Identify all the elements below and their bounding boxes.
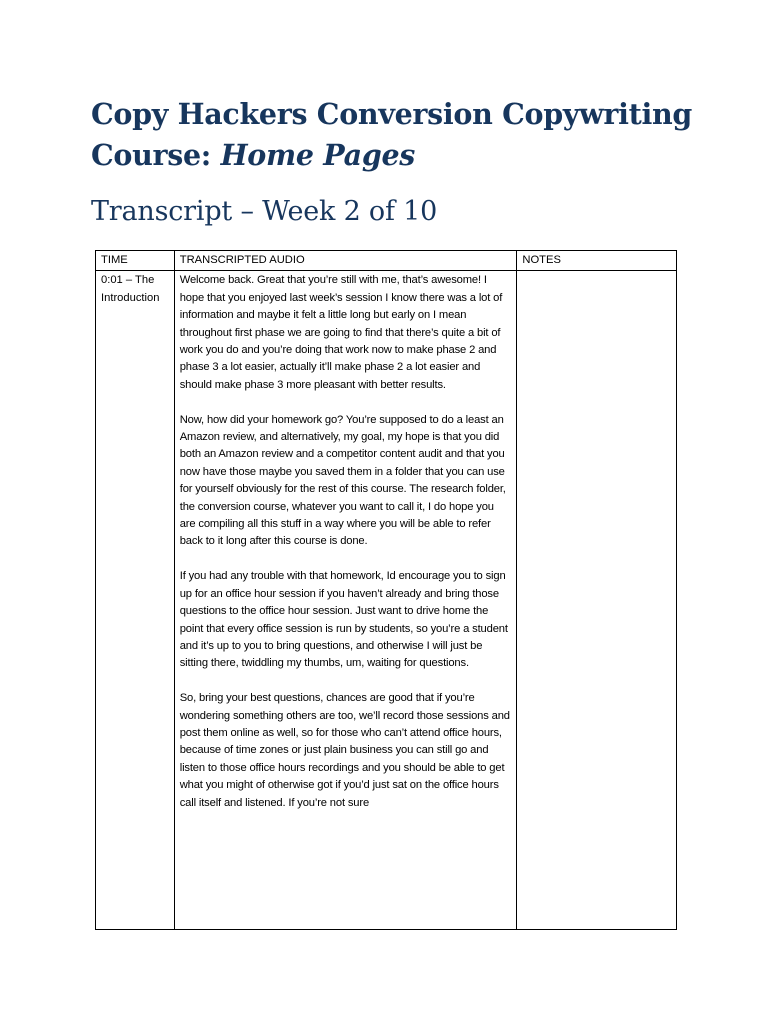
header-notes: NOTES — [517, 251, 677, 271]
transcript-cell — [174, 271, 517, 930]
transcript-paragraph: So, bring your best questions, chances are good that if you’re wondering something others are too, we’ll record those sessions and post them online as well, so for those who can’t attend office hours, because of time zones or just plain business you can still go and listen to those office hours recordings and you should be able to get what you might of otherwise got if you’d just sat on the office hours call itself and listened. If you’re not sure — [179, 692, 510, 809]
transcript-paragraph: If you had any trouble with that homework, Id encourage you to sign up for an office hour session if you haven’t already and bring those questions to the office hour session. Just want to drive home the point that every office session is run by students, so you’re a student and it’s up to you to bring questions, and otherwise I will just be sitting there, twiddling my thumbs, um, waiting for questions. — [179, 570, 508, 670]
table-row — [96, 271, 677, 930]
header-transcripted-audio: TRANSCRIPTED AUDIO — [174, 251, 517, 271]
transcript-paragraph: Now, how did your homework go? You’re supposed to do a least an Amazon review, and alternatively, my goal, my hope is that you did both an Amazon review and a competitor content audit and that you now have those maybe you saved them in a folder that you can use for yourself obviously for the rest of this course. The research folder, the conversion course, whatever you want to call it, I do hope you are compiling all this stuff in a way where you will be able to refer back to it long after this course is done. — [179, 413, 506, 548]
time-cell: 0:01 – The Introduction — [96, 271, 175, 930]
title-main: Copy Hackers Conversion Copywriting Course: — [91, 97, 693, 172]
transcript-paragraph: Welcome back. Great that you’re still with me, that’s awesome! I hope that you enjoyed last week’s session I know there was a lot of information and maybe it felt a little long but early on I mean throughout first phase we are going to find that there’s quite a bit of work you do and you’re doing that work now to make phase 2 and phase 3 a lot easier, actually it’ll make phase 2 a lot easier and should make phase 3 more pleasant with better results. — [179, 274, 503, 391]
table-header-row — [96, 251, 677, 271]
notes-cell — [517, 271, 677, 930]
header-time: TIME — [96, 251, 175, 271]
title-italic: Home Pages — [220, 138, 416, 172]
transcript-subtitle: Transcript – Week 2 of 10 — [91, 196, 438, 227]
document-title — [91, 94, 731, 176]
transcript-table — [95, 250, 677, 930]
